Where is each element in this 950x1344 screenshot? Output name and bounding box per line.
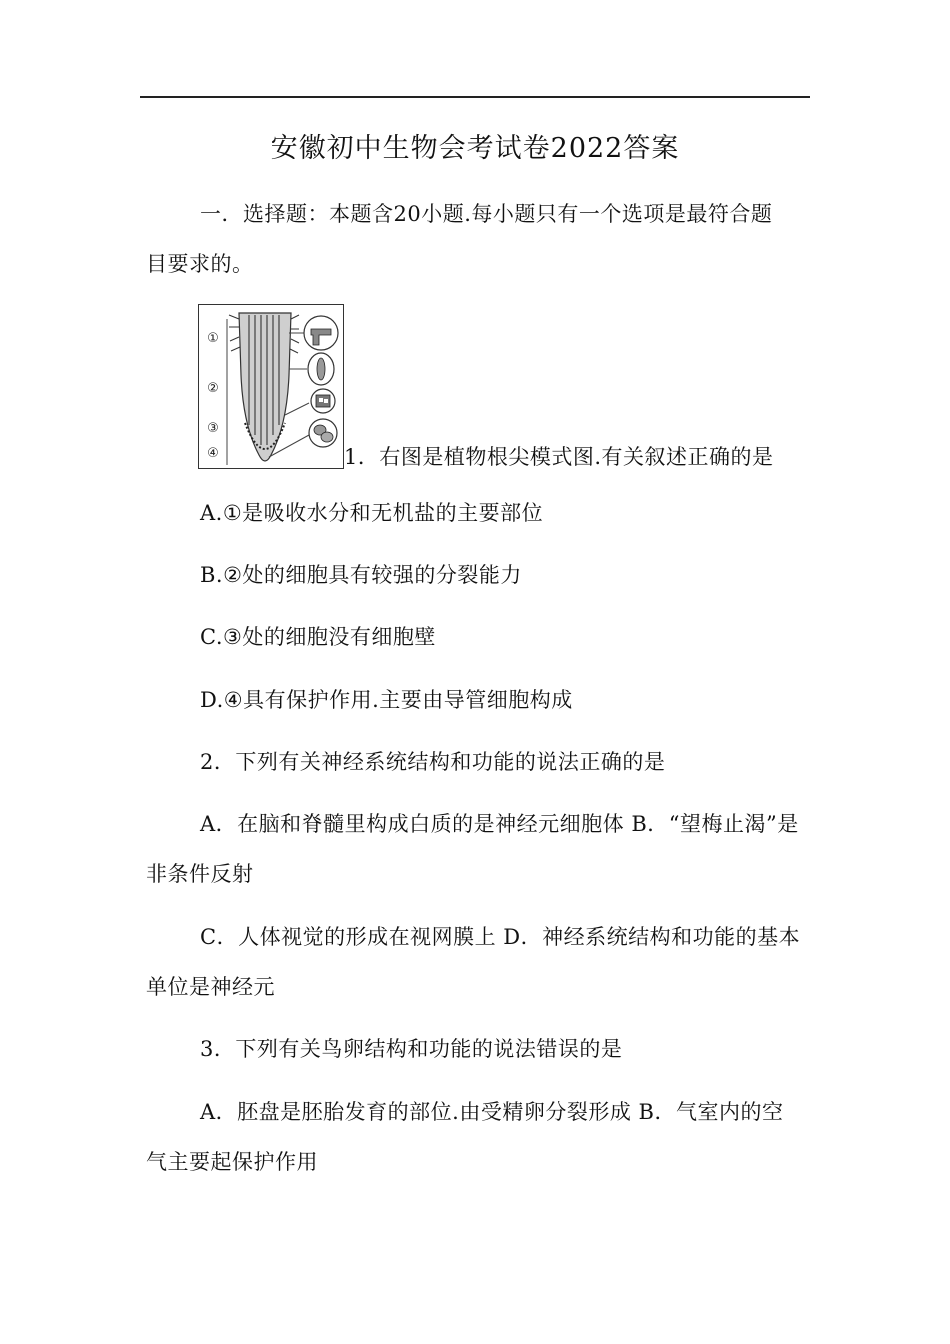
question-2-stem: 2．下列有关神经系统结构和功能的说法正确的是 xyxy=(200,750,666,774)
question-1-option-d: D.④具有保护作用.主要由导管细胞构成 xyxy=(200,688,573,712)
figure-label-4: ④ xyxy=(207,446,219,461)
figure-label-3: ③ xyxy=(207,421,219,436)
question-2-line-4: 单位是神经元 xyxy=(146,975,275,999)
question-1-stem: 1．右图是植物根尖模式图.有关叙述正确的是 xyxy=(344,445,774,469)
header-rule xyxy=(140,96,810,98)
question-1-option-a: A.①是吸收水分和无机盐的主要部位 xyxy=(200,501,544,525)
figure-label-2: ② xyxy=(207,381,219,396)
section-heading-line-2: 目要求的。 xyxy=(146,252,254,276)
question-2-line-1: A．在脑和脊髓里构成白质的是神经元细胞体 B．“望梅止渴”是 xyxy=(200,812,799,836)
question-2-line-2: 非条件反射 xyxy=(146,862,254,886)
figure-label-1: ① xyxy=(207,331,219,346)
section-heading-line-1: 一．选择题：本题含20小题.每小题只有一个选项是最符合题 xyxy=(200,202,773,226)
question-3-line-2: 气主要起保护作用 xyxy=(146,1150,318,1174)
root-tip-figure xyxy=(198,304,344,469)
question-3-stem: 3．下列有关鸟卵结构和功能的说法错误的是 xyxy=(200,1037,623,1061)
question-3-line-1: A．胚盘是胚胎发育的部位.由受精卵分裂形成 B．气室内的空 xyxy=(200,1100,784,1124)
question-1-option-b: B.②处的细胞具有较强的分裂能力 xyxy=(200,563,522,587)
root-body xyxy=(239,313,291,461)
question-2-line-3: C．人体视觉的形成在视网膜上 D．神经系统结构和功能的基本 xyxy=(200,925,801,949)
page-title: 安徽初中生物会考试卷2022答案 xyxy=(270,133,680,164)
question-1-option-c: C.③处的细胞没有细胞壁 xyxy=(200,625,436,649)
